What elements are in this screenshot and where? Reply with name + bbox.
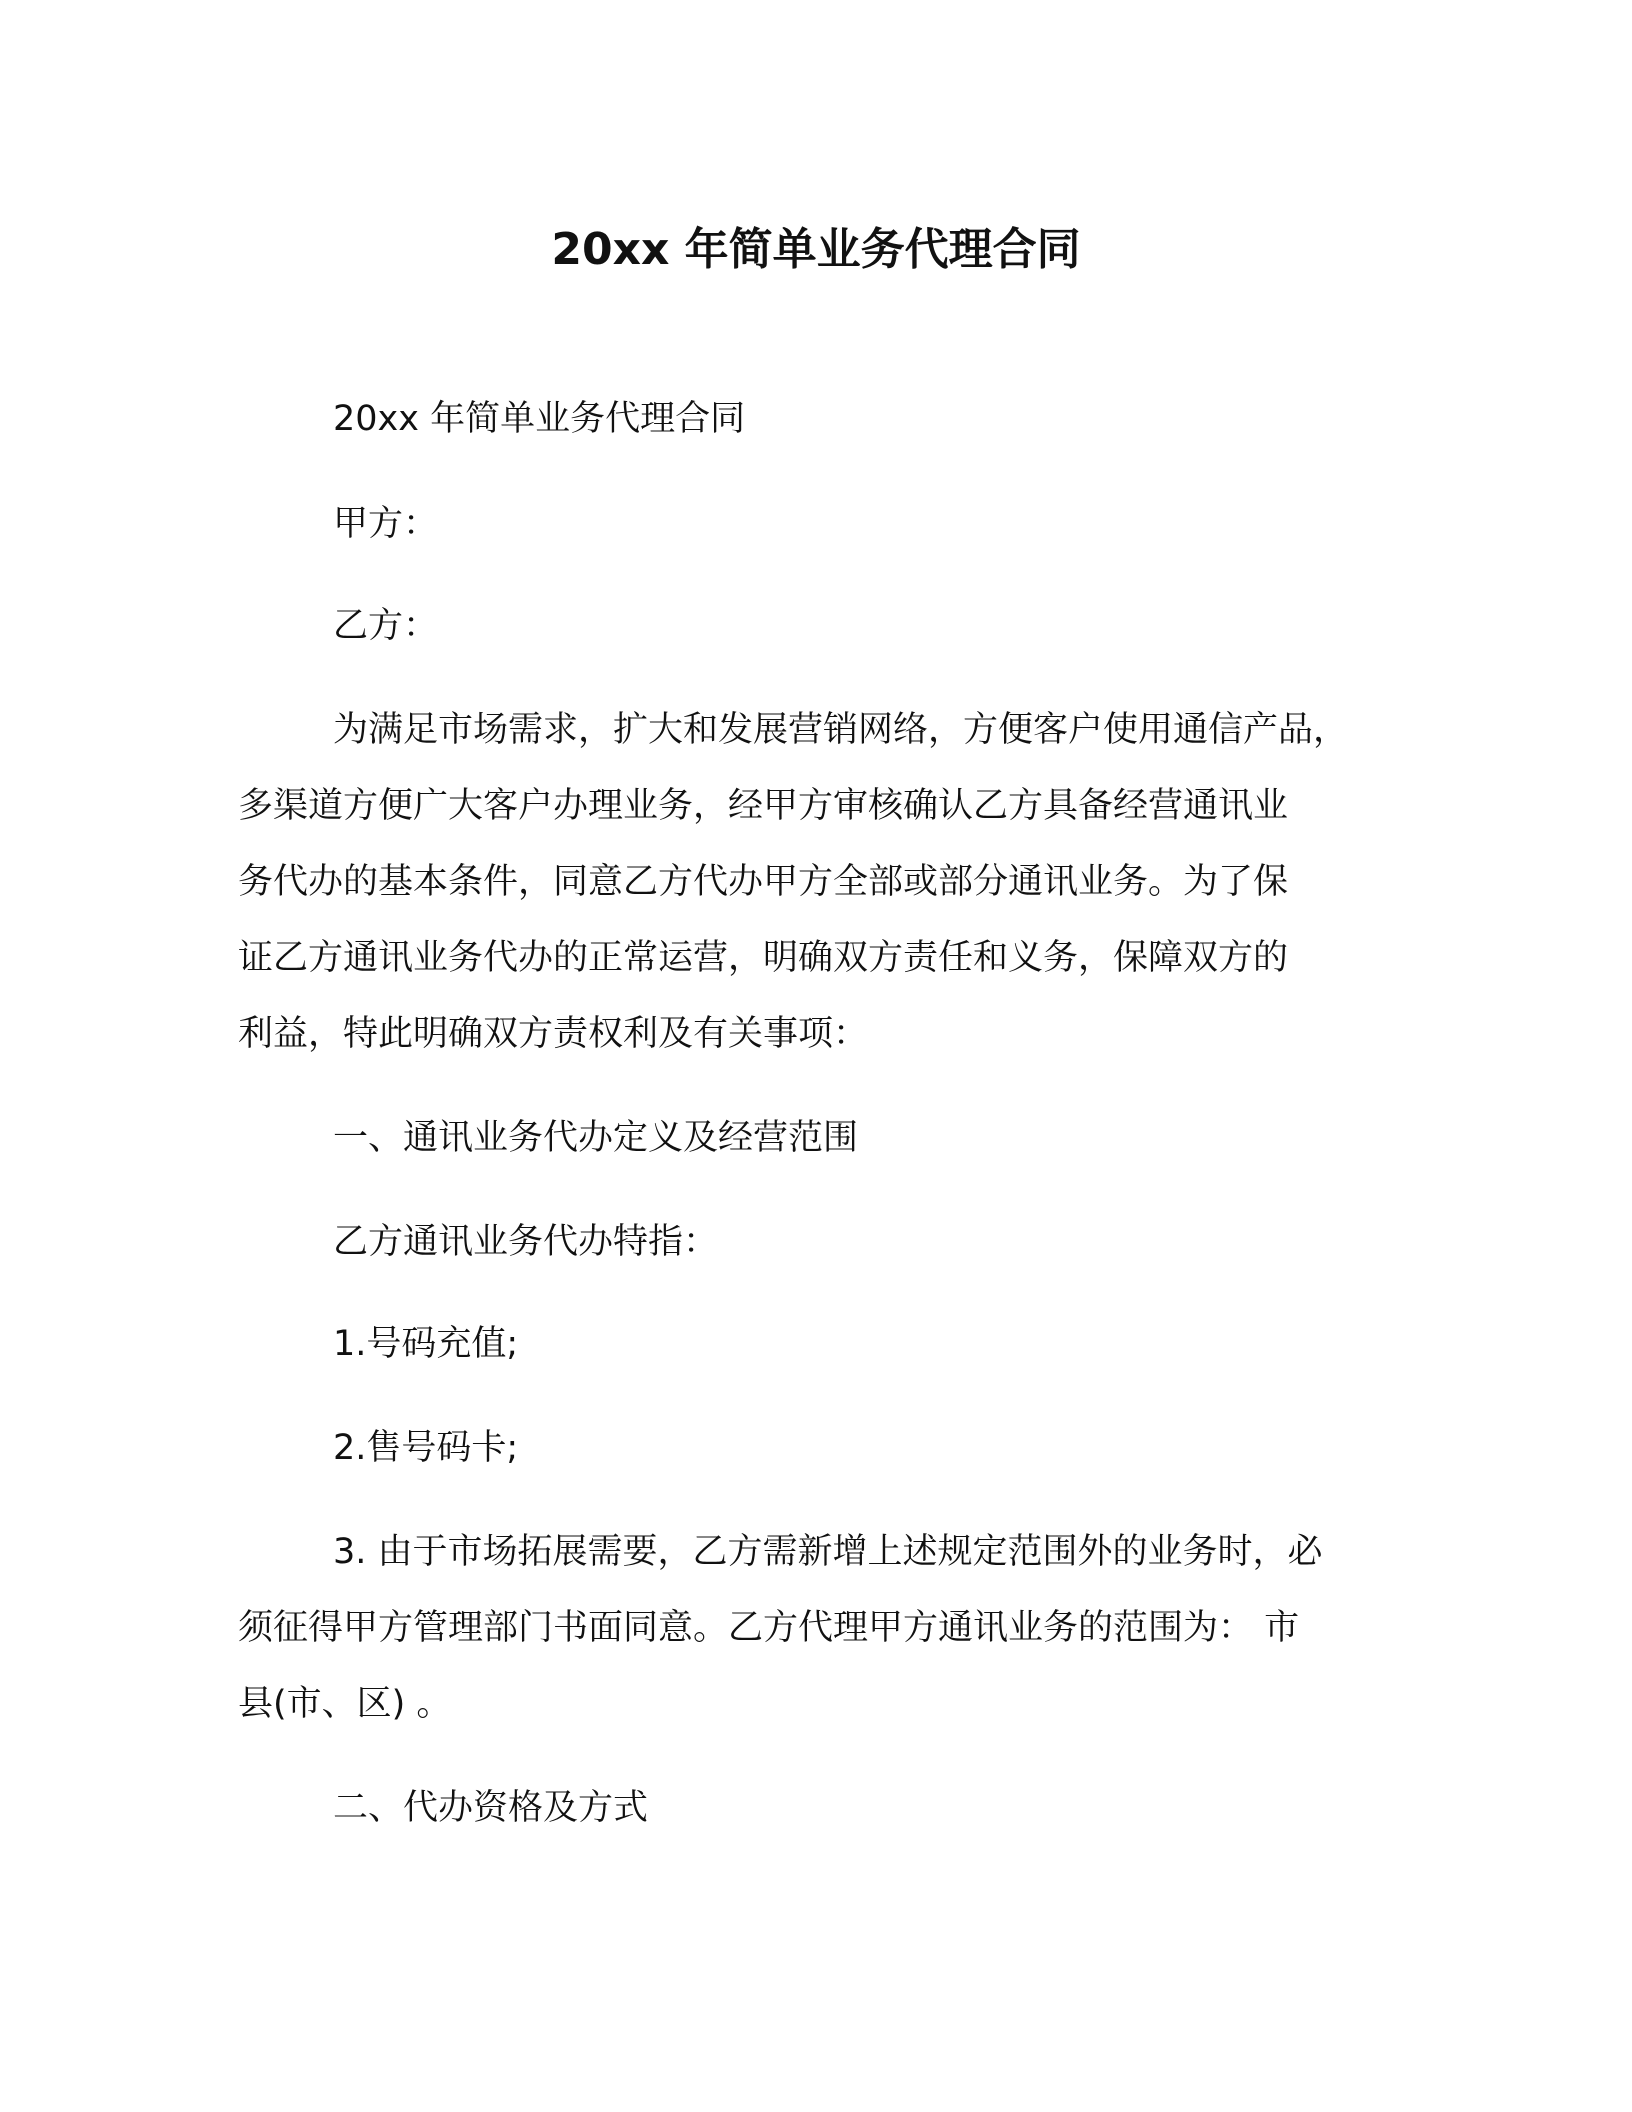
section-heading-2: 二、代办资格及方式 <box>333 1788 649 1828</box>
paragraph-line: 务代办的基本条件，同意乙方代办甲方全部或部分通讯业务。为了保 <box>238 862 1289 902</box>
list-item: 2.售号码卡; <box>333 1428 519 1468</box>
paragraph-line: 利益，特此明确双方责权利及有关事项： <box>238 1014 869 1054</box>
paragraph-line: 须征得甲方管理部门书面同意。乙方代理甲方通讯业务的范围为： 市 <box>238 1608 1300 1648</box>
paragraph-line: 3. 由于市场拓展需要，乙方需新增上述规定范围外的业务时，必 <box>333 1532 1323 1572</box>
party-a-label: 甲方： <box>333 504 439 544</box>
paragraph-line: 为满足市场需求，扩大和发展营销网络，方便客户使用通信产品， <box>333 710 1349 750</box>
contract-subtitle: 20xx 年简单业务代理合同 <box>333 399 746 439</box>
paragraph-line: 多渠道方便广大客户办理业务，经甲方审核确认乙方具备经营通讯业 <box>238 786 1289 826</box>
section-1-lead: 乙方通讯业务代办特指： <box>333 1222 719 1262</box>
paragraph-line: 县(市、区) 。 <box>238 1684 452 1724</box>
list-item: 1.号码充值; <box>333 1324 519 1364</box>
document-title: 20xx 年简单业务代理合同 <box>551 224 1081 275</box>
party-b-label: 乙方： <box>333 606 439 646</box>
section-heading-1: 一、通讯业务代办定义及经营范围 <box>333 1118 859 1158</box>
paragraph-line: 证乙方通讯业务代办的正常运营，明确双方责任和义务，保障双方的 <box>238 938 1289 978</box>
